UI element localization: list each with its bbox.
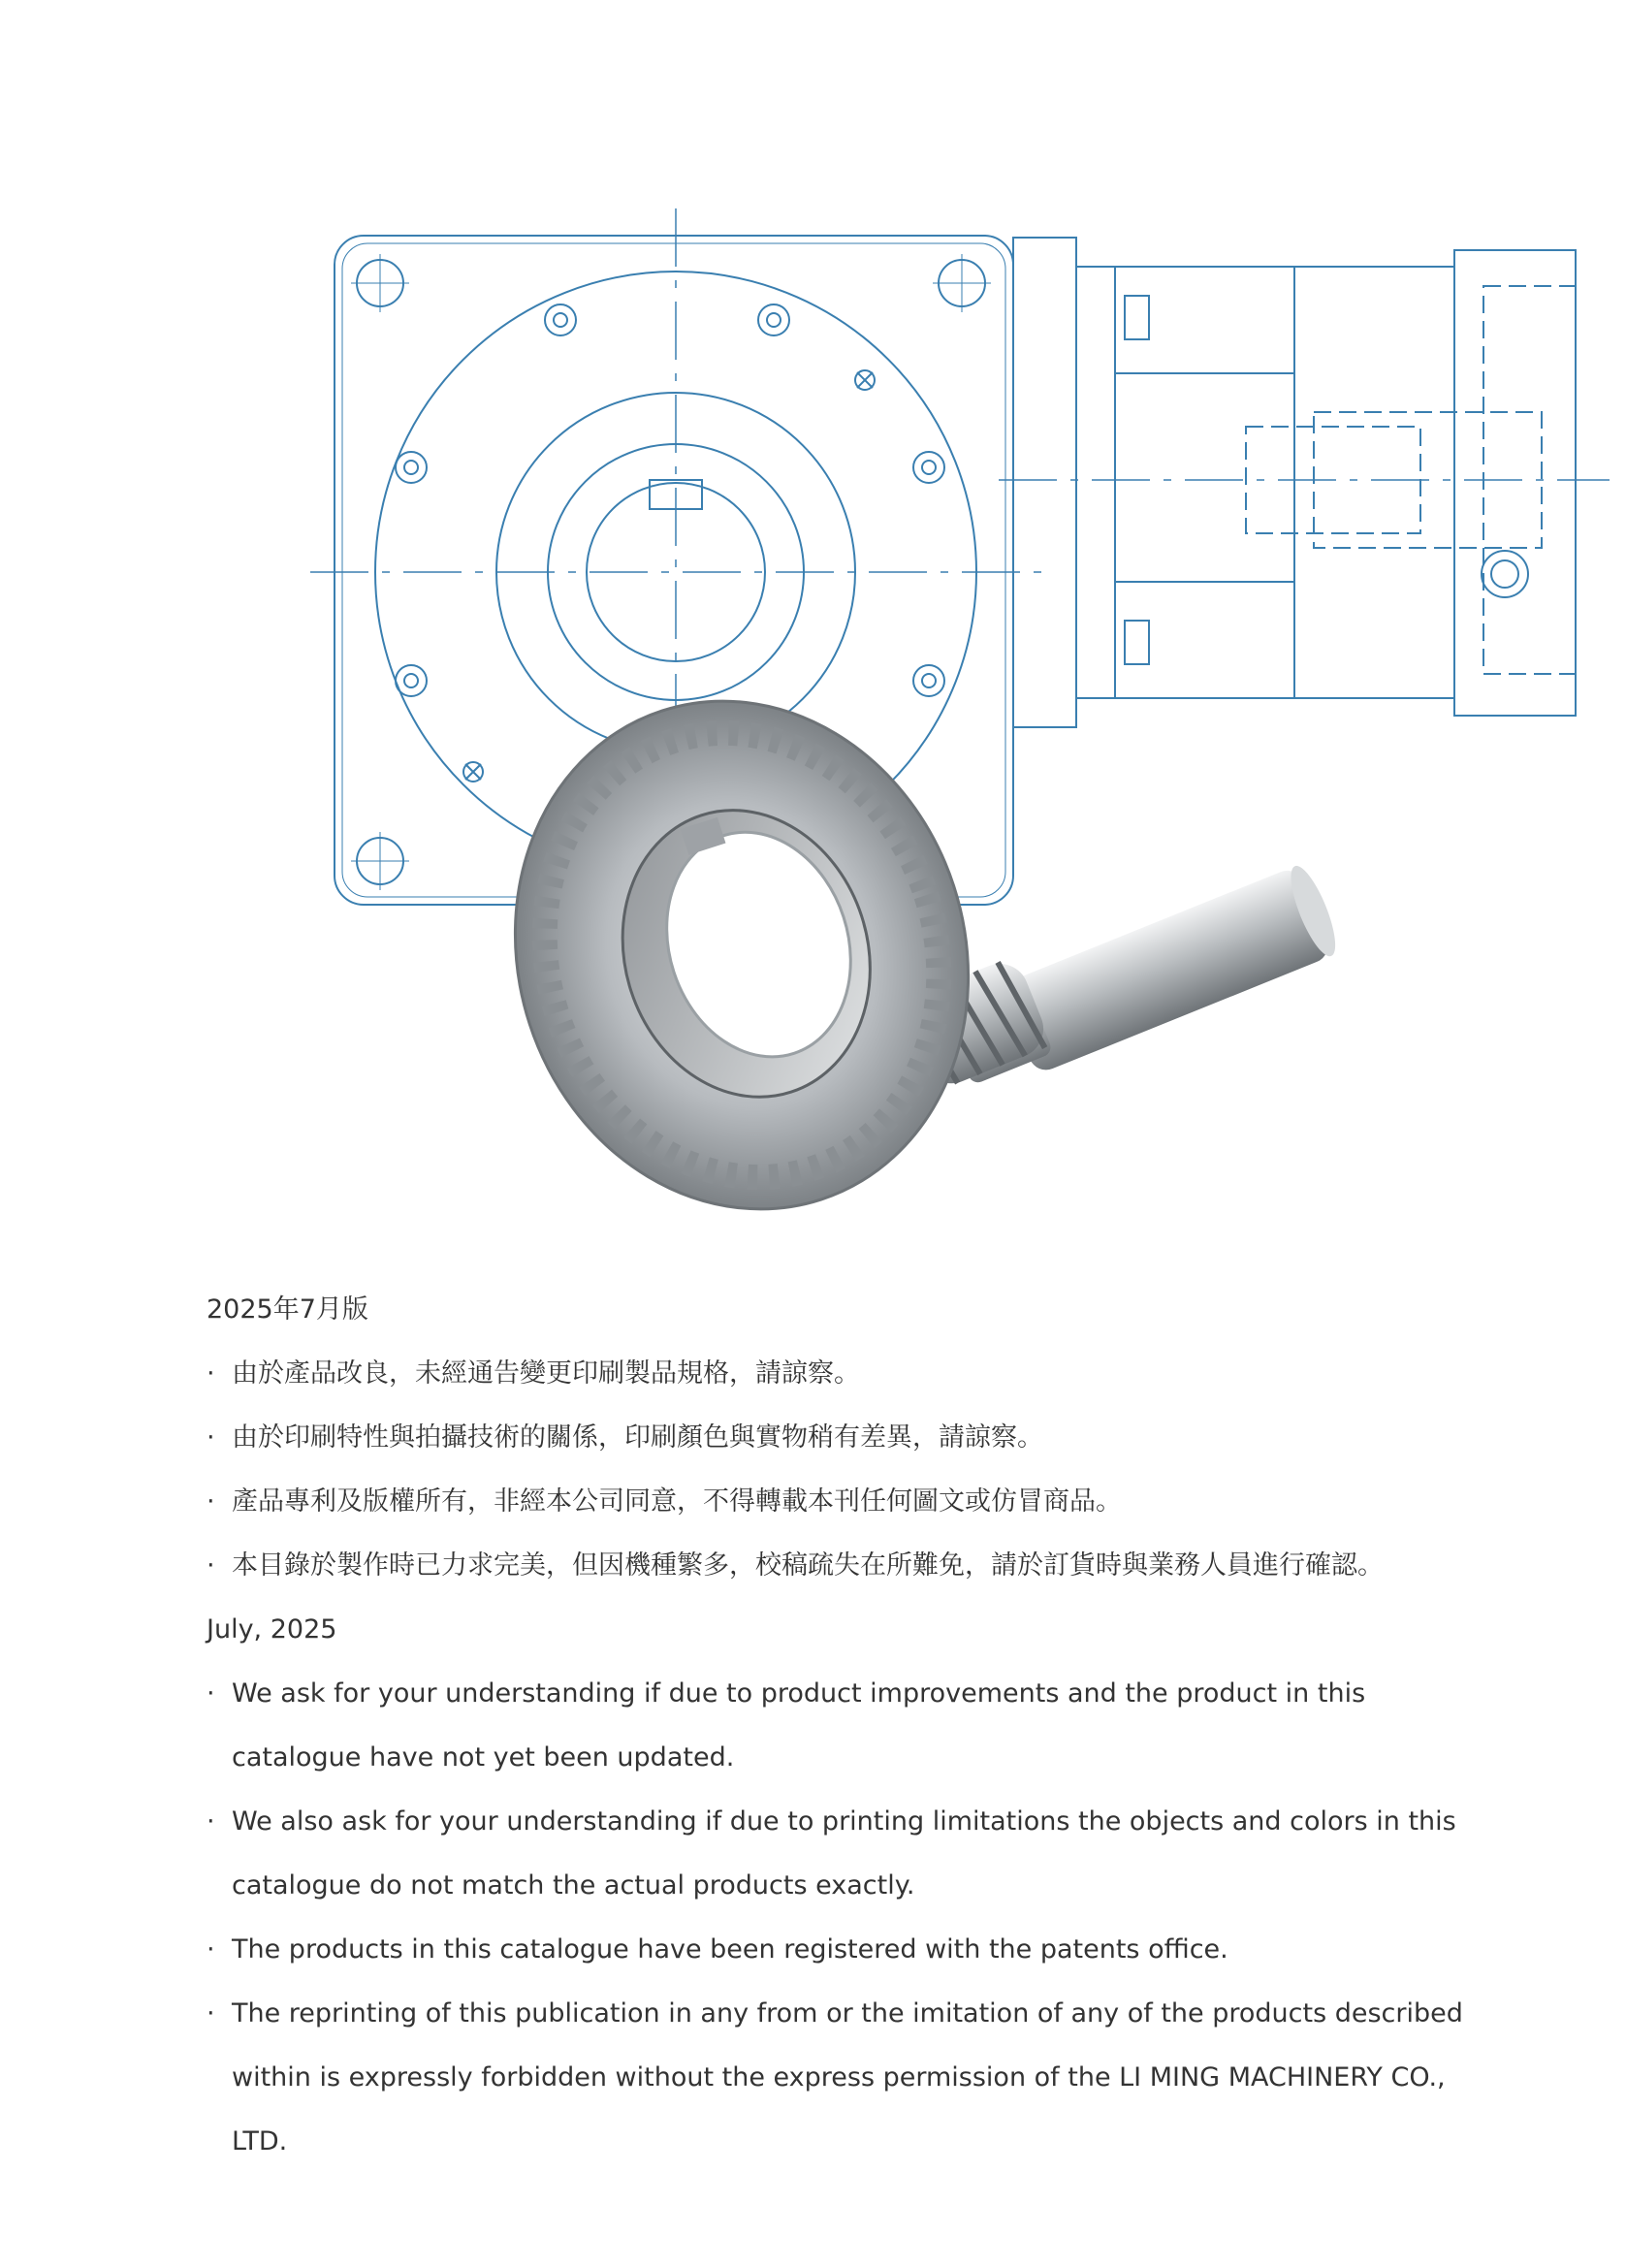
english-edition-heading: July, 2025 xyxy=(207,1614,337,1645)
bullet: · xyxy=(207,1358,215,1389)
disclaimer-section xyxy=(207,1278,1467,2174)
english-notice-item xyxy=(207,1918,1467,1982)
bullet: · xyxy=(207,1998,215,2028)
bullet: · xyxy=(207,1550,215,1581)
chinese-notice-text: 由於產品改良，未經通告變更印刷製品規格，請諒察。 xyxy=(232,1358,860,1389)
bullet: · xyxy=(207,1678,215,1709)
english-notice xyxy=(207,1598,1467,2174)
english-notice-item xyxy=(207,1790,1467,1918)
english-notice-item xyxy=(207,1662,1467,1790)
chinese-notice-item xyxy=(207,1470,1467,1534)
chinese-notice-item xyxy=(207,1342,1467,1406)
worm-gear-render xyxy=(450,642,1344,1241)
product-illustration xyxy=(291,194,1626,1241)
bullet: · xyxy=(207,1486,215,1517)
chinese-notice-text: 由於印刷特性與拍攝技術的關係，印刷顏色與實物稍有差異，請諒察。 xyxy=(232,1422,1043,1453)
english-notice-text: The reprinting of this publication in any from or the imitation of any of the products described within is expressly forbidden without the express permission of the LI MING MACHINERY CO., LTD. xyxy=(232,1998,1463,2156)
english-notice-text: We ask for your understanding if due to product improvements and the product in this catalogue have not yet been updated. xyxy=(232,1678,1366,1773)
chinese-edition-heading: 2025年7月版 xyxy=(207,1294,368,1325)
english-notice-text: We also ask for your understanding if due to printing limitations the objects and colors in this catalogue do not match the actual products exactly. xyxy=(232,1806,1456,1901)
bullet: · xyxy=(207,1934,215,1965)
bullet: · xyxy=(207,1806,215,1837)
chinese-notice-item xyxy=(207,1406,1467,1470)
english-notice-text: The products in this catalogue have been registered with the patents office. xyxy=(232,1934,1228,1965)
chinese-notice-text: 產品專利及版權所有，非經本公司同意，不得轉載本刊任何圖文或仿冒商品。 xyxy=(232,1486,1122,1517)
bullet: · xyxy=(207,1422,215,1453)
technical-drawing xyxy=(310,208,1610,931)
chinese-notice xyxy=(207,1278,1467,1598)
chinese-notice-item xyxy=(207,1534,1467,1598)
english-notice-item xyxy=(207,1982,1467,2174)
chinese-notice-text: 本目錄於製作時已力求完美，但因機種繁多，校稿疏失在所難免，請於訂貨時與業務人員進行確認。 xyxy=(232,1550,1384,1581)
